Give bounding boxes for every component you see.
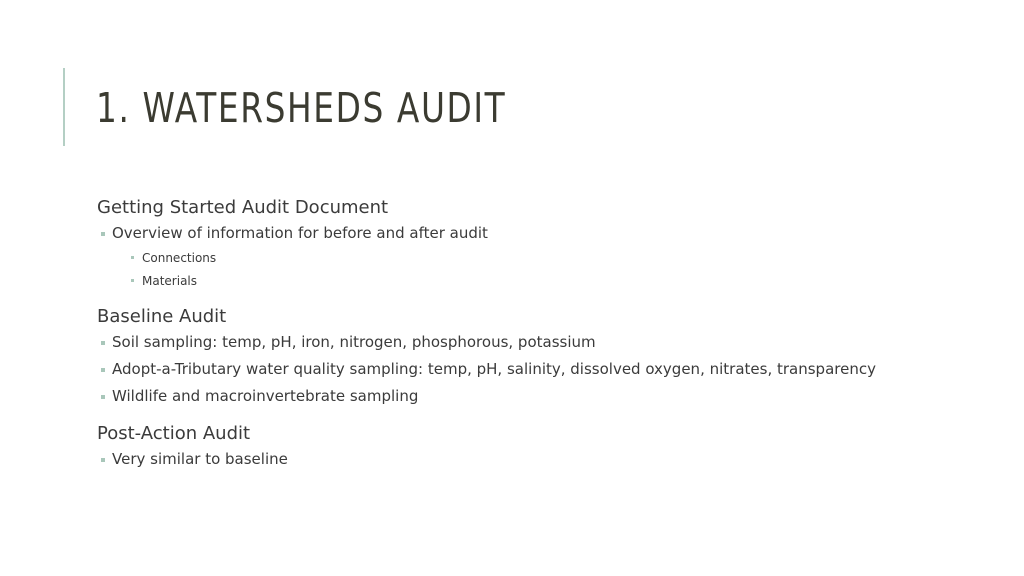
bullet-item: Adopt-a-Tributary water quality sampling: temp, pH, salinity, dissolved oxygen, nitrates, transparency: [97, 356, 997, 383]
section-heading: Post-Action Audit: [97, 423, 251, 444]
bullet-list: [97, 220, 997, 293]
sub-bullet-item: Connections: [112, 247, 997, 270]
bullet-list: [97, 446, 997, 473]
section-heading: Baseline Audit: [97, 306, 227, 327]
title-accent-bar: [63, 68, 65, 146]
section-heading: Getting Started Audit Document: [97, 197, 389, 218]
bullet-item: Very similar to baseline: [97, 446, 997, 473]
sub-bullet-item: Materials: [112, 270, 997, 293]
section-baseline-audit: [97, 305, 997, 410]
section-post-action-audit: [97, 422, 997, 473]
bullet-text: Overview of information for before and after audit: [112, 224, 488, 242]
slide-title: 1. WATERSHEDS AUDIT: [96, 84, 507, 132]
bullet-item: Soil sampling: temp, pH, iron, nitrogen, phosphorous, potassium: [97, 329, 997, 356]
bullet-item: [97, 220, 997, 293]
bullet-list: [97, 329, 997, 410]
sub-bullet-list: [112, 247, 997, 293]
slide-content: [97, 196, 997, 473]
section-getting-started: [97, 196, 997, 293]
bullet-item: Wildlife and macroinvertebrate sampling: [97, 383, 997, 410]
